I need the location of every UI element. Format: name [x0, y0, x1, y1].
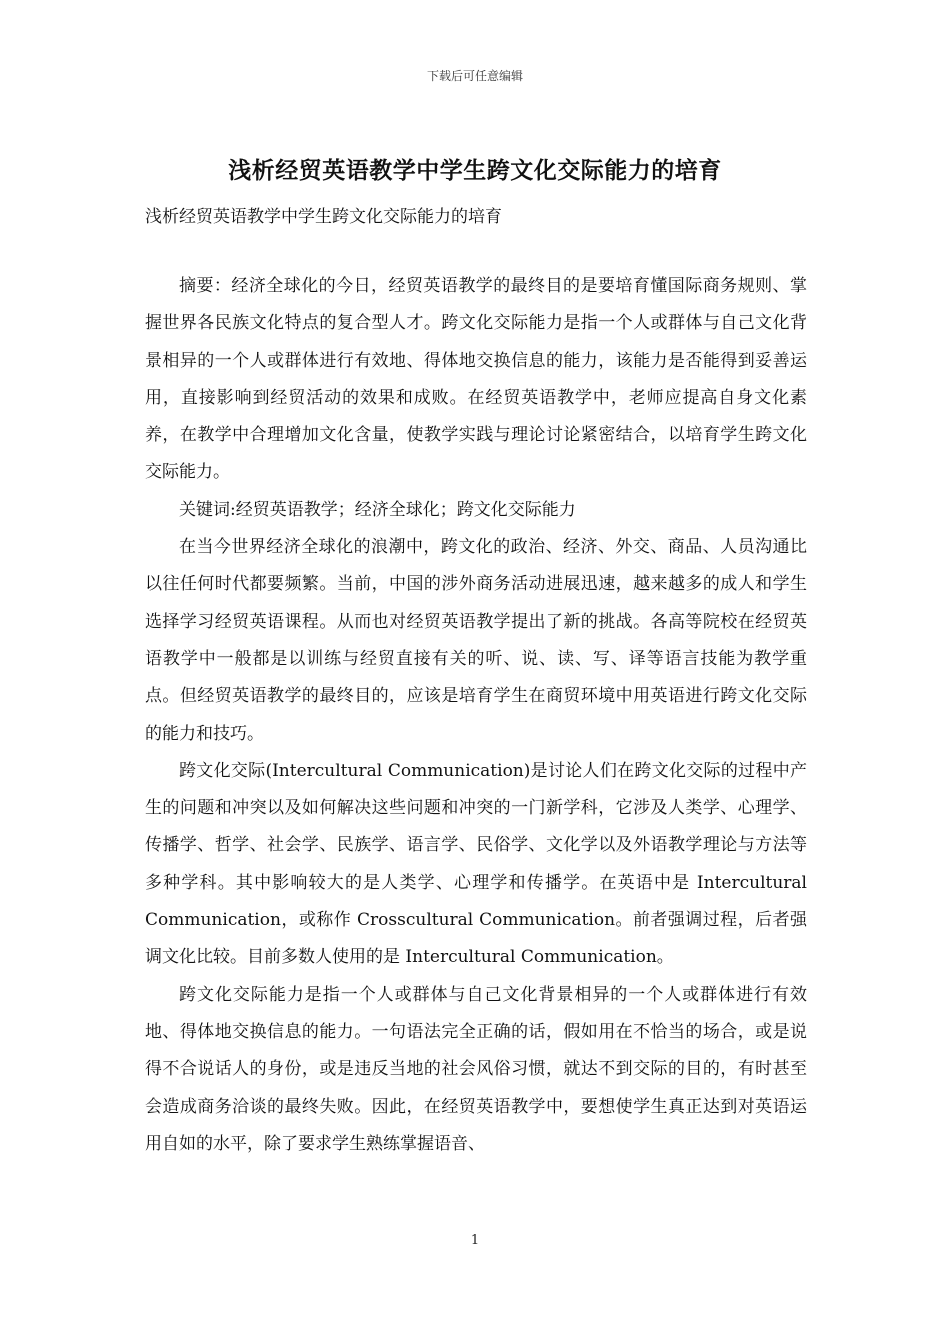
header-note: 下载后可任意编辑 — [426, 69, 523, 83]
page-number: 1 — [470, 1233, 480, 1248]
body-paragraph: 跨文化交际(Intercultural Communication)是讨论人们在跨文化交际的过程中产生的问题和冲突以及如何解决这些问题和冲突的一门新学科，它涉及人类学、心理学、传播学、哲学、社会学、民族学、语言学、民俗学、文化学以及外语教学理论与方法等多种学科。其中影响较大的是人类学、心理学和传播学。在英语中是 Intercultural Communication，或称作 Crosscultural Communication。前者强调过程，后者强调文化比较。目前多数人使用的是 Intercultural Communication。 — [145, 760, 807, 968]
body-paragraph: 跨文化交际能力是指一个人或群体与自己文化背景相异的一个人或群体进行有效地、得体地交换信息的能力。一句语法完全正确的话，假如用在不恰当的场合，或是说得不合说话人的身份，或是违反当地的社会风俗习惯，就达不到交际的目的，有时甚至会造成商务洽谈的最终失败。因此，在经贸英语教学中，要想使学生真正达到对英语运用自如的水平，除了要求学生熟练掌握语音、 — [145, 984, 807, 1154]
body-paragraph: 在当今世界经济全球化的浪潮中，跨文化的政治、经济、外交、商品、人员沟通比以往任何时代都要频繁。当前，中国的涉外商务活动进展迅速，越来越多的成人和学生选择学习经贸英语课程。从而也对经贸英语教学提出了新的挑战。各高等院校在经贸英语教学中一般都是以训练与经贸直接有关的听、说、读、写、译等语言技能为教学重点。但经贸英语教学的最终目的，应该是培育学生在商贸环境中用英语进行跨文化交际的能力和技巧。 — [145, 537, 807, 744]
keywords-paragraph: 关键词:经贸英语教学；经济全球化；跨文化交际能力 — [179, 499, 576, 520]
document-body — [145, 268, 807, 1163]
abstract-paragraph: 摘要：经济全球化的今日，经贸英语教学的最终目的是要培育懂国际商务规则、掌握世界各民族文化特点的复合型人才。跨文化交际能力是指一个人或群体与自己文化背景相异的一个人或群体进行有效地、得体地交换信息的能力，该能力是否能得到妥善运用，直接影响到经贸活动的效果和成败。在经贸英语教学中，老师应提高自身文化素养，在教学中合理增加文化含量，使教学实践与理论讨论紧密结合，以培育学生跨文化交际能力。 — [145, 276, 807, 483]
page-subtitle: 浅析经贸英语教学中学生跨文化交际能力的培育 — [145, 207, 502, 227]
page-title: 浅析经贸英语教学中学生跨文化交际能力的培育 — [228, 157, 722, 184]
